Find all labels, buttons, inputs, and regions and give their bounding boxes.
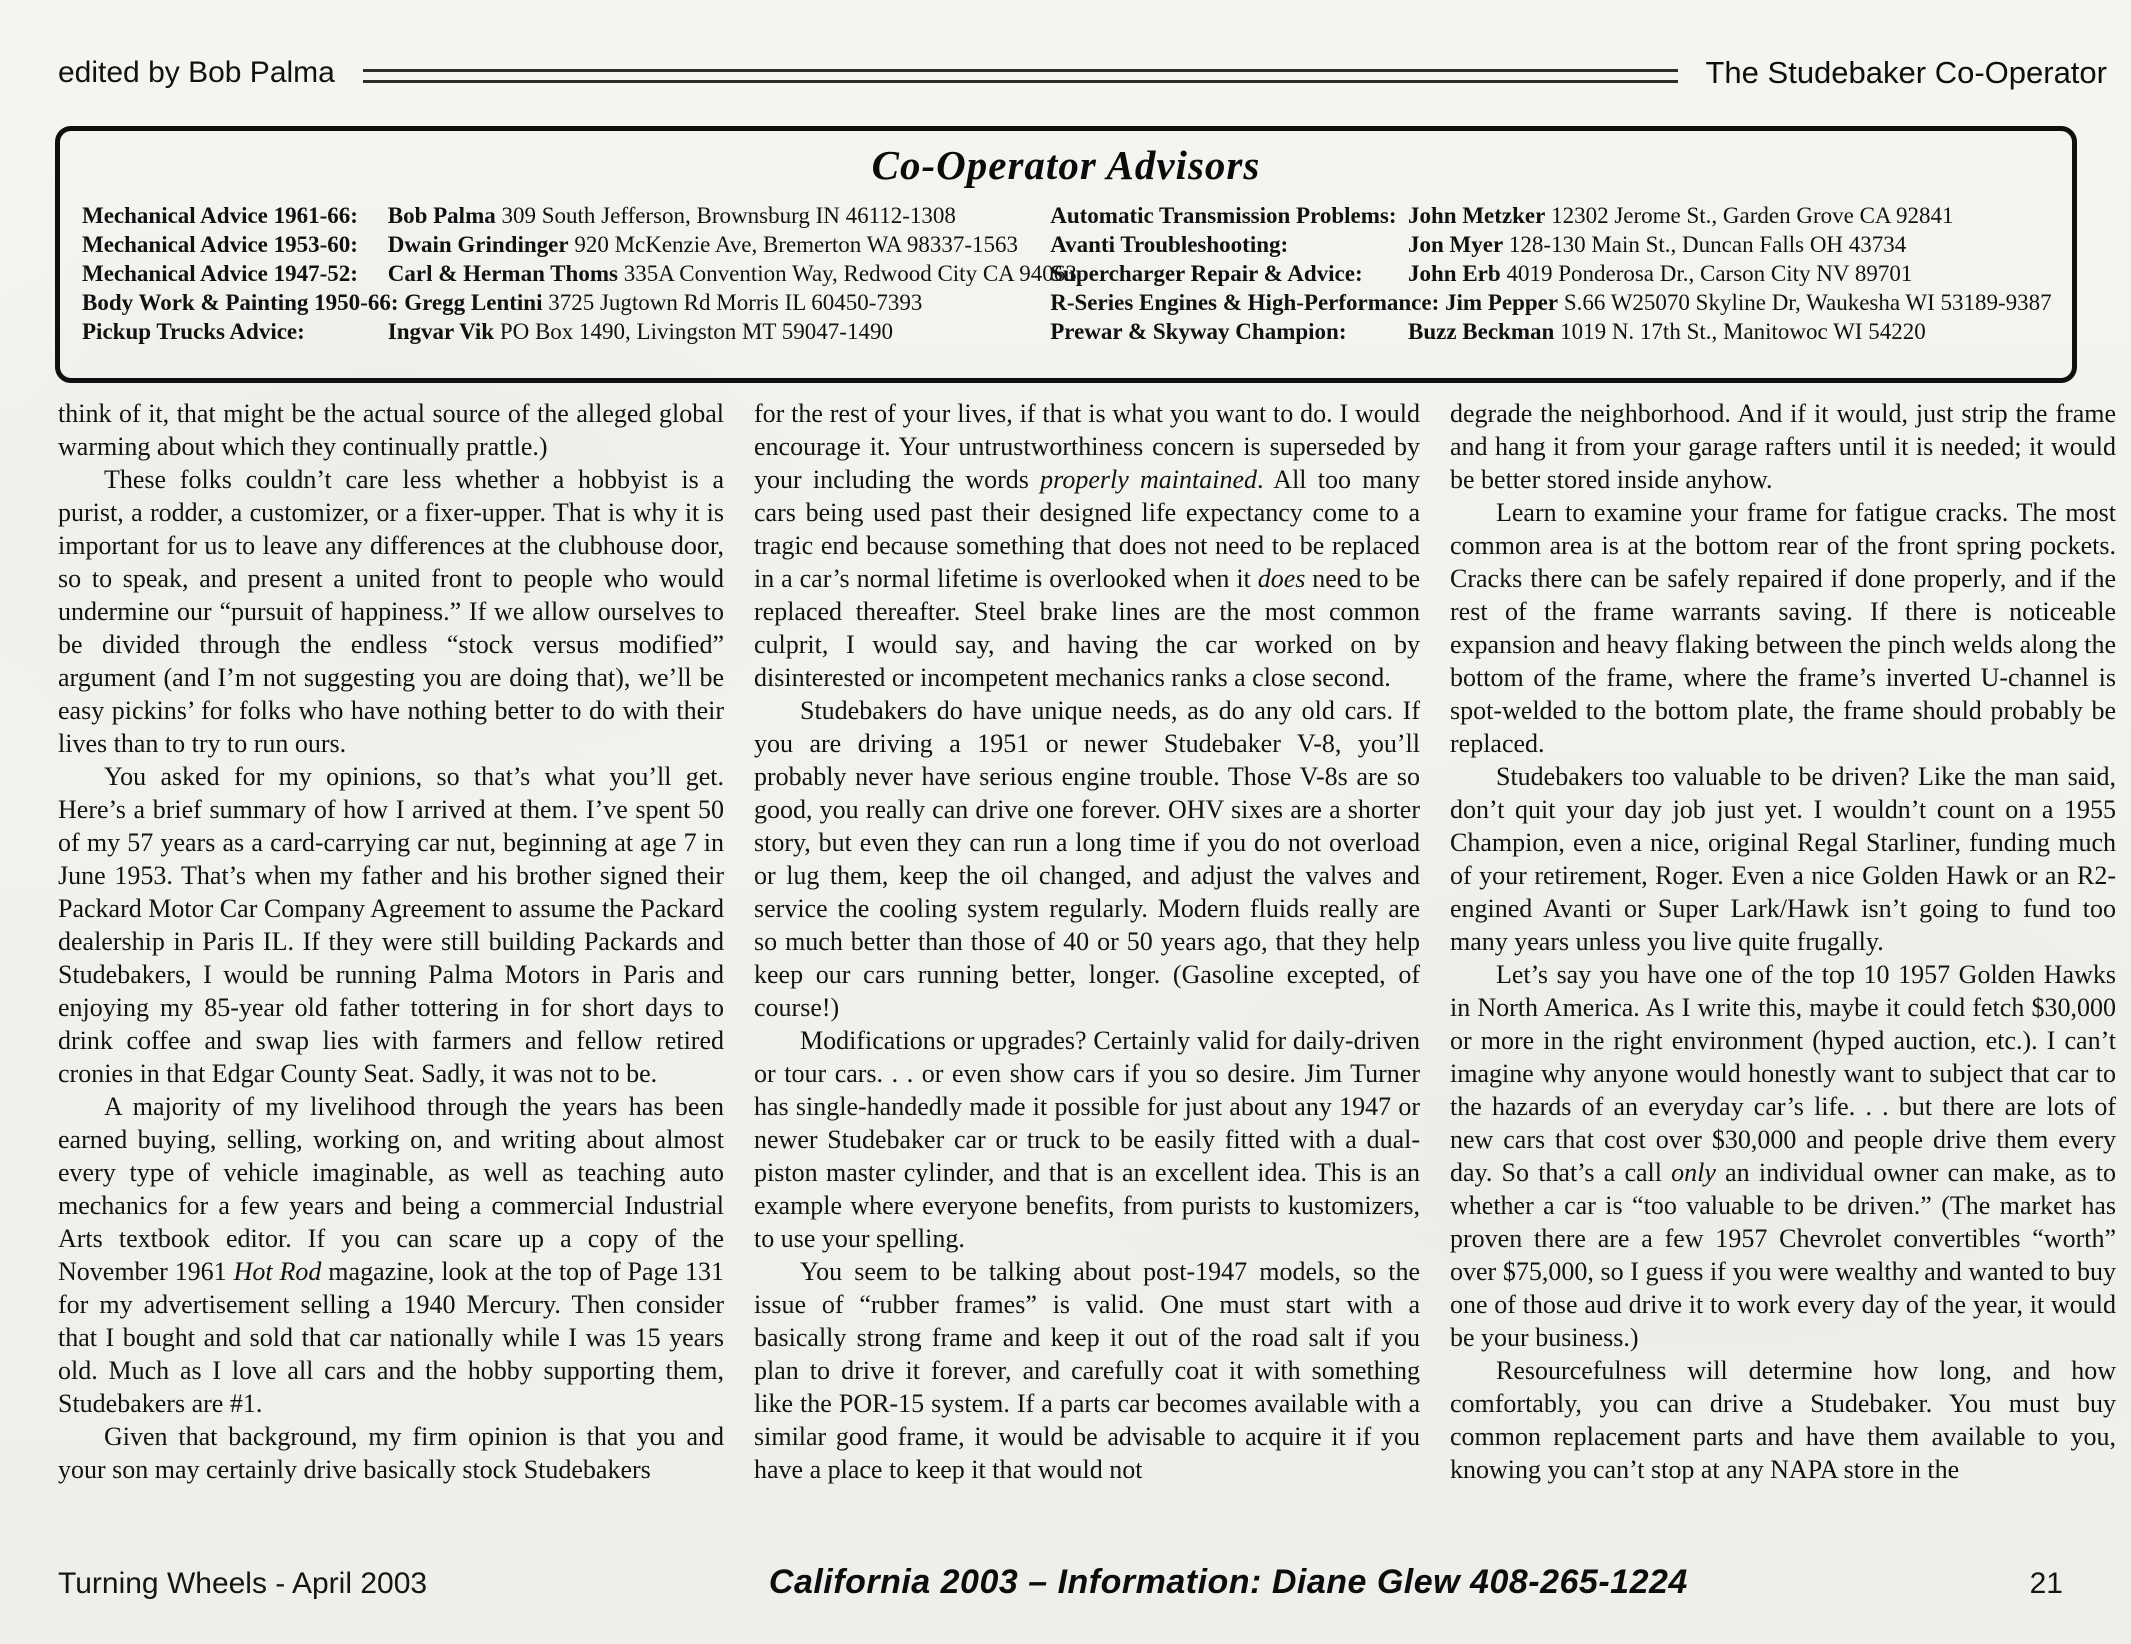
text-run: for the rest of your lives, if that is what you want to do. I would encourage it. Your untrustworthiness concern is superseded by your including the words	[754, 399, 1420, 494]
italic-text-run: Hot Rod	[233, 1257, 322, 1286]
page-number: 21	[2029, 1567, 2063, 1600]
advisor-name: Bob Palma	[387, 203, 496, 228]
advisor-topic-label: Mechanical Advice 1947-52:	[82, 261, 358, 286]
advisor-entry	[82, 317, 1050, 346]
article-body	[58, 397, 2116, 1486]
advisor-address: 1019 N. 17th St., Manitowoc WI 54220	[1560, 319, 1926, 344]
advisor-topic-label: Pickup Trucks Advice:	[82, 319, 305, 344]
advisor-entry	[1050, 230, 2050, 259]
text-run: Modifications or upgrades? Certainly valid for daily-driven or tour cars. . . or even show cars if you so desire. Jim Turner has single-handedly made it possible for just about any 1947 or newer Studebaker car or truck to be easily fitted with a dual-piston master cylinder, and that is an excellent idea. This is an example where everyone benefits, from purists to kustomizers, to use your spelling.	[754, 1026, 1420, 1253]
advisor-topic-label: Prewar & Skyway Champion:	[1050, 319, 1347, 344]
advisor-entry	[82, 288, 1050, 317]
italic-text-run: properly maintained	[1040, 465, 1257, 494]
paragraph	[58, 463, 724, 760]
paragraph	[754, 694, 1420, 1024]
advisor-entry	[1050, 317, 2050, 346]
masthead-title: The Studebaker Co-Operator	[1705, 55, 2107, 90]
advisor-address: 128-130 Main St., Duncan Falls OH 43734	[1508, 232, 1907, 257]
text-run: You seem to be talking about post-1947 models, so the issue of “rubber frames” is valid. One must start with a basically strong frame and keep it out of the road salt if you plan to drive it forever, and carefully coat it with something like the POR-15 system. If a parts car becomes available with a similar good frame, it would be advisable to acquire it if you have a place to keep it that would not	[754, 1257, 1420, 1484]
advisor-address: S.66 W25070 Skyline Dr, Waukesha WI 53189-9387	[1563, 290, 2052, 315]
paragraph	[58, 760, 724, 1090]
advisor-address: PO Box 1490, Livingston MT 59047-1490	[499, 319, 893, 344]
advisor-entry	[82, 259, 1077, 288]
paragraph	[754, 397, 1420, 694]
advisors-columns	[82, 201, 2050, 346]
advisor-name: Jon Myer	[1408, 232, 1504, 257]
advisor-topic-label: Mechanical Advice 1961-66:	[82, 203, 358, 228]
advisor-entry	[82, 230, 1050, 259]
advisor-address: 12302 Jerome St., Garden Grove CA 92841	[1551, 203, 1954, 228]
advisor-entry	[1050, 259, 2050, 288]
text-run: Resourcefulness will determine how long, and how comfortably, you can drive a Studebaker. You must buy common replacement parts and have them available to you, knowing you can’t stop at any NAPA store in the	[1450, 1356, 2116, 1484]
advisor-name: Carl & Herman Thoms	[387, 261, 618, 286]
advisor-entry	[1050, 288, 2050, 317]
paragraph	[1450, 958, 2116, 1354]
text-column-2	[754, 397, 1420, 1486]
text-run: Studebakers do have unique needs, as do any old cars. If you are driving a 1951 or newer Studebaker V-8, you’ll probably never have serious engine trouble. Those V-8s are so good, you really can drive one forever. OHV sixes are a shorter story, but even they can run a long time if you do not overload or lug them, keep the oil changed, and adjust the valves and service the cooling system regularly. Modern fluids really are so much better than those of 40 or 50 years ago, that they help keep our cars running better, longer. (Gasoline excepted, of course!)	[754, 696, 1420, 1022]
advisor-name: John Metzker	[1408, 203, 1546, 228]
advisor-topic-label: Avanti Troubleshooting:	[1050, 232, 1289, 257]
advisor-name: Jim Pepper	[1445, 290, 1559, 315]
italic-text-run: does	[1257, 564, 1306, 593]
header-divider	[363, 69, 1678, 83]
paragraph	[1450, 496, 2116, 760]
text-run: . All too many cars being used past their designed life expectancy come to a tragic end because something that does not need to be replaced in a car’s normal lifetime is overlooked when it	[754, 465, 1420, 593]
paragraph	[1450, 1354, 2116, 1486]
advisor-name: John Erb	[1408, 261, 1501, 286]
advisor-name: Dwain Grindinger	[387, 232, 569, 257]
advisors-box	[55, 126, 2077, 383]
advisor-topic-label: Mechanical Advice 1953-60:	[82, 232, 358, 257]
journal-issue-label: Turning Wheels - April 2003	[58, 1567, 428, 1600]
advisor-name: Gregg Lentini	[404, 290, 543, 315]
page-footer	[58, 1563, 2089, 1602]
text-run: These folks couldn’t care less whether a hobbyist is a purist, a rodder, a customizer, or a fixer-upper. That is why it is important for us to leave any differences at the clubhouse door, so to speak, and present a united front to people who would undermine our “pursuit of happiness.” If we allow ourselves to be divided through the endless “stock versus modified” argument (and I’m not suggesting you are doing that), we’ll be easy pickins’ for folks who have nothing better to do with their lives than to try to run ours.	[58, 465, 724, 758]
text-run: think of it, that might be the actual source of the alleged global warming about which they continually prattle.)	[58, 399, 724, 461]
advisors-left-column	[82, 201, 1077, 346]
text-run: A majority of my livelihood through the years has been earned buying, selling, working on, and writing about almost every type of vehicle imaginable, as well as teaching auto mechanics for a few years and being a commercial Industrial Arts textbook editor. If you can scare up a copy of the November 1961	[58, 1092, 724, 1286]
edited-by-credit: edited by Bob Palma	[58, 56, 335, 89]
paragraph	[58, 1420, 724, 1486]
advisor-entry	[82, 201, 1050, 230]
paragraph	[1450, 760, 2116, 958]
text-column-1	[58, 397, 724, 1486]
advisor-topic-label: R-Series Engines & High-Performance:	[1050, 290, 1440, 315]
advisors-title: Co-Operator Advisors	[871, 142, 1261, 188]
text-run: Studebakers too valuable to be driven? Like the man said, don’t quit your day job just yet. I wouldn’t count on a 1955 Champion, even a nice, original Regal Starliner, funding much of your retirement, Roger. Even a nice Golden Hawk or an R2-engined Avanti or Super Lark/Hawk isn’t going to fund too many years unless you live quite frugally.	[1450, 762, 2116, 956]
paragraph	[58, 1090, 724, 1420]
text-run: need to be replaced thereafter. Steel brake lines are the most common culprit, I would say, and having the car worked on by disinterested or incompetent mechanics ranks a close second.	[754, 564, 1420, 692]
paragraph	[58, 397, 724, 463]
italic-text-run: only	[1671, 1158, 1716, 1187]
advisor-address: 335A Convention Way, Redwood City CA 94063	[623, 261, 1077, 286]
text-run: Let’s say you have one of the top 10 1957 Golden Hawks in North America. As I write this, maybe it could fetch $30,000 or more in the right environment (hyped auction, etc.). I can’t imagine why anyone would honestly want to subject that car to the hazards of an everyday car’s life. . . but there are lots of new cars that cost over $30,000 and people drive them every day. So that’s a call	[1450, 960, 2116, 1187]
advisor-topic-label: Supercharger Repair & Advice:	[1050, 261, 1363, 286]
advisor-topic-label: Automatic Transmission Problems:	[1050, 203, 1397, 228]
text-run: magazine, look at the top of Page 131 for my advertisement selling a 1940 Mercury. Then consider that I bought and sold that car nationally while I was 15 years old. Much as I love all cars and the hobby supporting them, Studebakers are #1.	[58, 1257, 725, 1418]
advisor-name: Ingvar Vik	[387, 319, 495, 344]
advisor-address: 309 South Jefferson, Brownsburg IN 46112-1308	[501, 203, 956, 228]
advisor-address: 920 McKenzie Ave, Bremerton WA 98337-1563	[574, 232, 1019, 257]
text-run: Given that background, my firm opinion is that you and your son may certainly drive basically stock Studebakers	[58, 1422, 724, 1484]
advisor-name: Buzz Beckman	[1408, 319, 1555, 344]
text-run: degrade the neighborhood. And if it would, just strip the frame and hang it from your garage rafters until it is needed; it would be better stored inside anyhow.	[1450, 399, 2116, 494]
advisors-right-column	[1050, 201, 2050, 346]
text-run: an individual owner can make, as to whether a car is “too valuable to be driven.” (The market has proven there are a few 1957 Chevrolet convertibles “worth” over $75,000, so I guess if you were wealthy and wanted to buy one of those aud drive it to work every day of the year, it would be your business.)	[1450, 1158, 2116, 1352]
event-info-banner: California 2003 – Information: Diane Glew 408-265-1224	[768, 1563, 1688, 1601]
paragraph	[754, 1255, 1420, 1486]
advisor-topic-label: Body Work & Painting 1950-66:	[82, 290, 399, 315]
paragraph	[1450, 397, 2116, 496]
text-run: You asked for my opinions, so that’s what you’ll get. Here’s a brief summary of how I arrived at them. I’ve spent 50 of my 57 years as a card-carrying car nut, beginning at age 7 in June 1953. That’s when my father and his brother signed their Packard Motor Car Company Agreement to assume the Packard dealership in Paris IL. If they were still building Packards and Studebakers, I would be running Palma Motors in Paris and enjoying my 85-year old father tottering in for short days to drink coffee and swap lies with farmers and fellow retired cronies in that Edgar County Seat. Sadly, it was not to be.	[58, 762, 724, 1088]
text-column-3	[1450, 397, 2116, 1486]
advisor-entry	[1050, 201, 2050, 230]
text-run: Learn to examine your frame for fatigue cracks. The most common area is at the bottom rear of the front spring pockets. Cracks there can be safely repaired if done properly, and if the rest of the frame warrants saving. If there is noticeable expansion and heavy flaking between the pinch welds along the bottom of the frame, where the frame’s inverted U-channel is spot-welded to the bottom plate, the frame should probably be replaced.	[1450, 498, 2116, 758]
advisor-address: 3725 Jugtown Rd Morris IL 60450-7393	[548, 290, 923, 315]
page-header	[58, 55, 2107, 91]
advisor-address: 4019 Ponderosa Dr., Carson City NV 89701	[1506, 261, 1913, 286]
paragraph	[754, 1024, 1420, 1255]
